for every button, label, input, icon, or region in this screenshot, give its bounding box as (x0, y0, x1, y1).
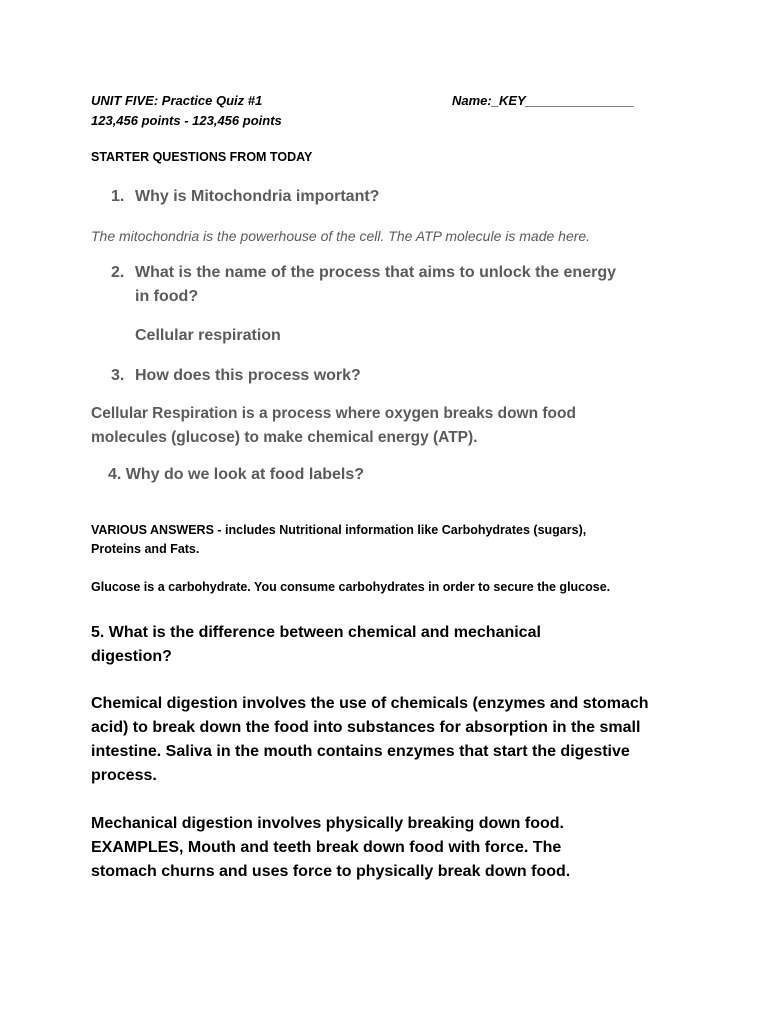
question-2 (111, 264, 616, 282)
answer-3: Cellular Respiration is a process where oxygen breaks down food molecules (glucose) to make chemical energy (ATP). (91, 405, 576, 446)
answer-1: The mitochondria is the powerhouse of the cell. The ATP molecule is made here. (91, 228, 591, 244)
question-1-number: 1. (111, 188, 125, 205)
answer-4-line2: Proteins and Fats. (91, 542, 200, 556)
name-line: Name:_KEY_______________ (452, 93, 635, 108)
question-2-text-line2: in food? (135, 288, 199, 305)
question-3 (111, 367, 361, 385)
section-title: STARTER QUESTIONS FROM TODAY (91, 150, 313, 164)
answer-5-mechanical: Mechanical digestion involves physically breaking down food. EXAMPLES, Mouth and teeth break down food with force. The stomach churns and uses force to physically break down food. (91, 815, 571, 880)
answer-4-line1: VARIOUS ANSWERS - includes Nutritional information like Carbohydrates (sugars), (91, 523, 587, 537)
question-3-text: How does this process work? (135, 367, 361, 384)
points-line: 123,456 points - 123,456 points (91, 113, 282, 128)
question-5: 5. What is the difference between chemical and mechanical digestion? (91, 624, 541, 665)
answer-5-chemical: Chemical digestion involves the use of chemicals (enzymes and stomach acid) to break down the food into substances for absorption in the small intestine. Saliva in the mouth contains enzymes that start the digestive process. (91, 695, 649, 784)
answer-2: Cellular respiration (135, 327, 281, 344)
question-2-text-line1: What is the name of the process that aims to unlock the energy (135, 264, 616, 281)
answer-4-glucose: Glucose is a carbohydrate. You consume carbohydrates in order to secure the glucose. (91, 580, 611, 594)
question-4: 4. Why do we look at food labels? (108, 466, 365, 483)
question-2-number: 2. (111, 264, 125, 281)
quiz-title: UNIT FIVE: Practice Quiz #1 (91, 93, 263, 108)
question-1 (111, 188, 379, 206)
question-1-text: Why is Mitochondria important? (135, 188, 380, 205)
question-3-number: 3. (111, 367, 125, 384)
